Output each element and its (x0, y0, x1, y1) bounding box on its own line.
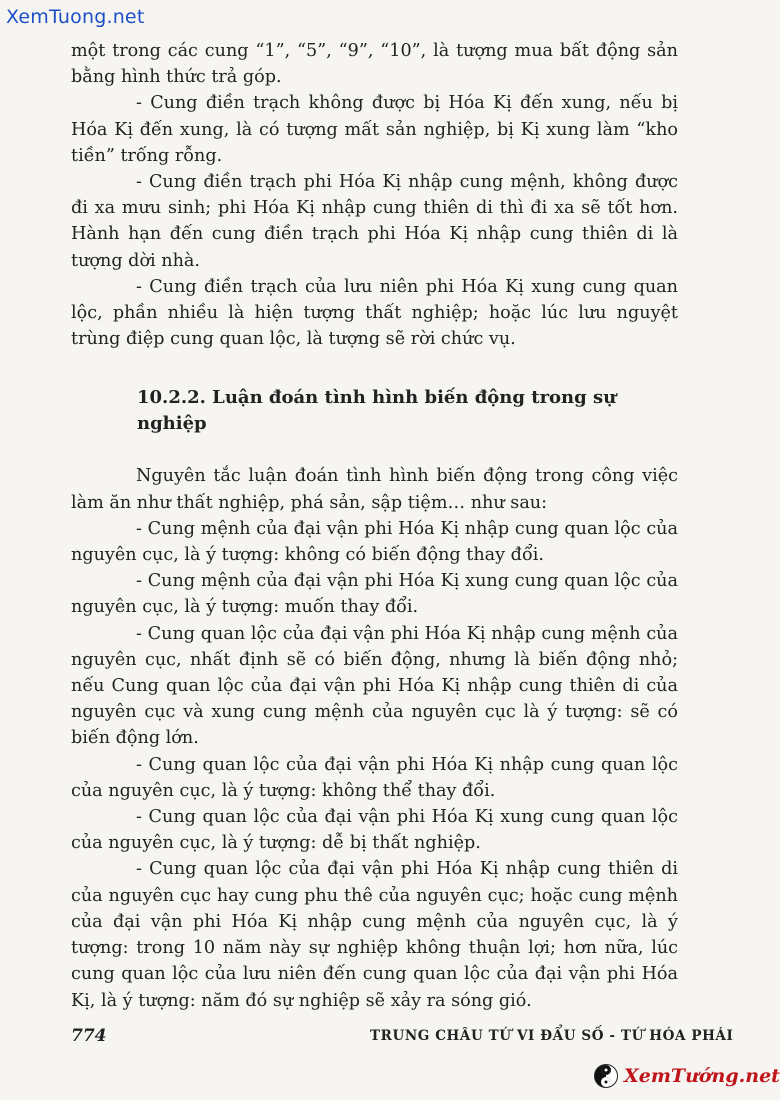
paragraph: - Cung mệnh của đại vận phi Hóa Kị xung cung quan lộc của nguyên cục, là ý tượng: muốn thay đổi. (71, 571, 678, 618)
paragraph: - Cung điền trạch không được bị Hóa Kị đến xung, nếu bị Hóa Kị đến xung, là có tượng mất sản nghiệp, bị Kị xung làm “kho tiền” trống rỗng. (71, 93, 678, 166)
paragraph: một trong các cung “1”, “5”, “9”, “10”, là tượng mua bất động sản bằng hình thức trả góp. (71, 41, 678, 88)
paragraph: - Cung quan lộc của đại vận phi Hóa Kị nhập cung quan lộc của nguyên cục, là ý tượng: không thể thay đổi. (71, 754, 678, 801)
section-heading: 10.2.2. Luận đoán tình hình biến động trong sự nghiệp (137, 387, 617, 435)
site-logo (594, 1062, 780, 1090)
logo-text: XemTướng.net (624, 1065, 780, 1087)
paragraphs-bottom (71, 463, 678, 1013)
paragraph: - Cung quan lộc của đại vận phi Hóa Kị nhập cung mệnh của nguyên cục, nhất định sẽ có biến động, nhưng là biến động nhỏ; nếu Cung quan lộc của đại vận phi Hóa Kị nhập cung thiên di của nguyên cục và xung cung mệnh của nguyên cục là ý tượng: sẽ có biến động lớn. (71, 623, 678, 749)
paragraph: Nguyên tắc luận đoán tình hình biến động trong công việc làm ăn như thất nghiệp, phá sản, sập tiệm… như sau: (71, 466, 678, 513)
paragraph: - Cung quan lộc của đại vận phi Hóa Kị xung cung quan lộc của nguyên cục, là ý tượng: dễ bị thất nghiệp. (71, 807, 678, 854)
paragraphs-top (71, 38, 678, 352)
page-body (71, 38, 678, 1014)
yin-yang-icon (594, 1064, 618, 1088)
paragraph: - Cung điền trạch của lưu niên phi Hóa Kị xung cung quan lộc, phần nhiều là hiện tượng thất nghiệp; hoặc lúc lưu nguyệt trùng điệp cung quan lộc, là tượng sẽ rời chức vụ. (71, 276, 678, 350)
running-title: TRUNG CHÂU TỨ VI ĐẨU SỐ - TỨ HÓA PHÁI (370, 1028, 734, 1044)
page-number: 774 (71, 1026, 107, 1046)
paragraph: - Cung điền trạch phi Hóa Kị nhập cung mệnh, không được đi xa mưu sinh; phi Hóa Kị nhập cung thiên di thì đi xa sẽ tốt hơn. Hành hạn đến cung điền trạch phi Hóa Kị nhập cung thiên di là tượng dời nhà. (71, 172, 678, 271)
paragraph: - Cung quan lộc của đại vận phi Hóa Kị nhập cung thiên di của nguyên cục hay cung phu thê của nguyên cục; hoặc cung mệnh của đại vận phi Hóa Kị nhập cung mệnh của nguyên cục, là ý tượng: trong 10 năm này sự nghiệp không thuận lợi; hơn nữa, lúc cung quan lộc của lưu niên đến cung quan lộc của đại vận phi Hóa Kị, là ý tượng: năm đó sự nghiệp sẽ xảy ra sóng gió. (71, 859, 678, 1011)
paragraph: - Cung mệnh của đại vận phi Hóa Kị nhập cung quan lộc của nguyên cục, là ý tượng: không có biến động thay đổi. (71, 518, 678, 566)
watermark-top: XemTuong.net (6, 6, 145, 28)
